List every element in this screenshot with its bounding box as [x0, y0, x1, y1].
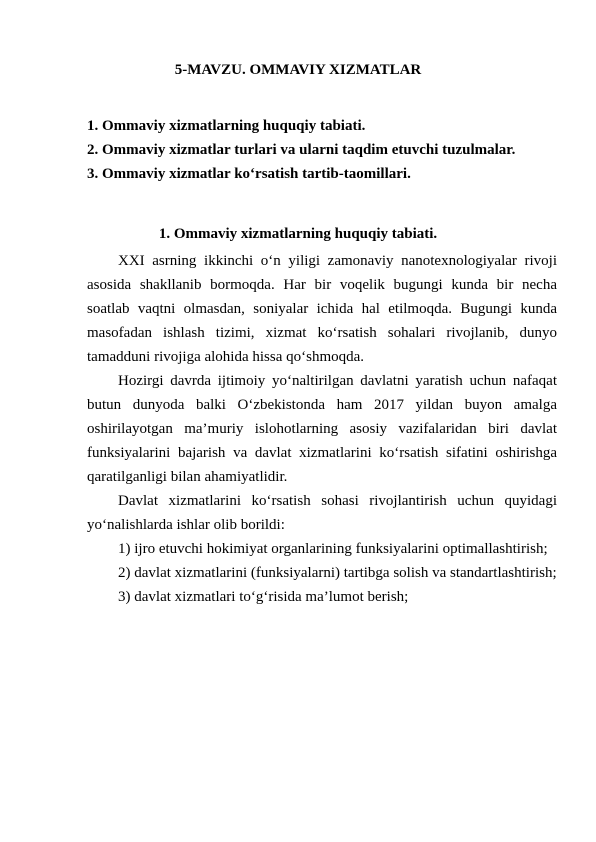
topic-outline	[87, 114, 567, 186]
section-heading: 1. Ommaviy xizmatlarning huquqiy tabiati.	[158, 226, 438, 242]
outline-item: 3. Ommaviy xizmatlar ko‘rsatish tartib-taomillari.	[87, 166, 411, 182]
paragraph: XXI asrning ikkinchi o‘n yiligi zamonaviy nanotexnologiyalar rivoji asosida shakllanib bormoqda. Har bir voqelik bugungi kunda bir necha soatlab vaqtni olmasdan, soniyalar ichida hal etilmoqda. Bugungi kunda masofadan ishlash tizimi, xizmat ko‘rsatish sohalari rivojlanib, dunyo tamadduni rivojiga alohida hissa qo‘shmoqda.	[87, 253, 557, 365]
paragraph: Hozirgi davrda ijtimoiy yo‘naltirilgan davlatni yaratish uchun nafaqat butun dunyoda balki O‘zbekistonda ham 2017 yildan buyon amalga oshirilayotgan ma’muriy islohotlarning asosiy vazifalaridan biri davlat funksiyalarini bajarish va davlat xizmatlarini ko‘rsatish sifatini oshirishga qaratilganligi bilan ahamiyatlidir.	[87, 373, 557, 485]
outline-item: 2. Ommaviy xizmatlar turlari va ularni taqdim etuvchi tuzulmalar.	[87, 142, 516, 158]
outline-item: 1. Ommaviy xizmatlarning huquqiy tabiati.	[87, 118, 366, 134]
section-body	[87, 249, 557, 609]
document-title: 5-MAVZU. OMMAVIY XIZMATLAR	[174, 62, 422, 78]
list-item: 2) davlat xizmatlarini (funksiyalarni) tartibga solish va standartlashtirish;	[118, 565, 557, 581]
list-item: 3) davlat xizmatlari to‘g‘risida ma’lumot berish;	[118, 589, 409, 605]
paragraph: Davlat xizmatlarini ko‘rsatish sohasi rivojlantirish uchun quyidagi yo‘nalishlarda ishlar olib borildi:	[87, 493, 557, 533]
list-item: 1) ijro etuvchi hokimiyat organlarining funksiyalarini optimallashtirish;	[118, 541, 548, 557]
